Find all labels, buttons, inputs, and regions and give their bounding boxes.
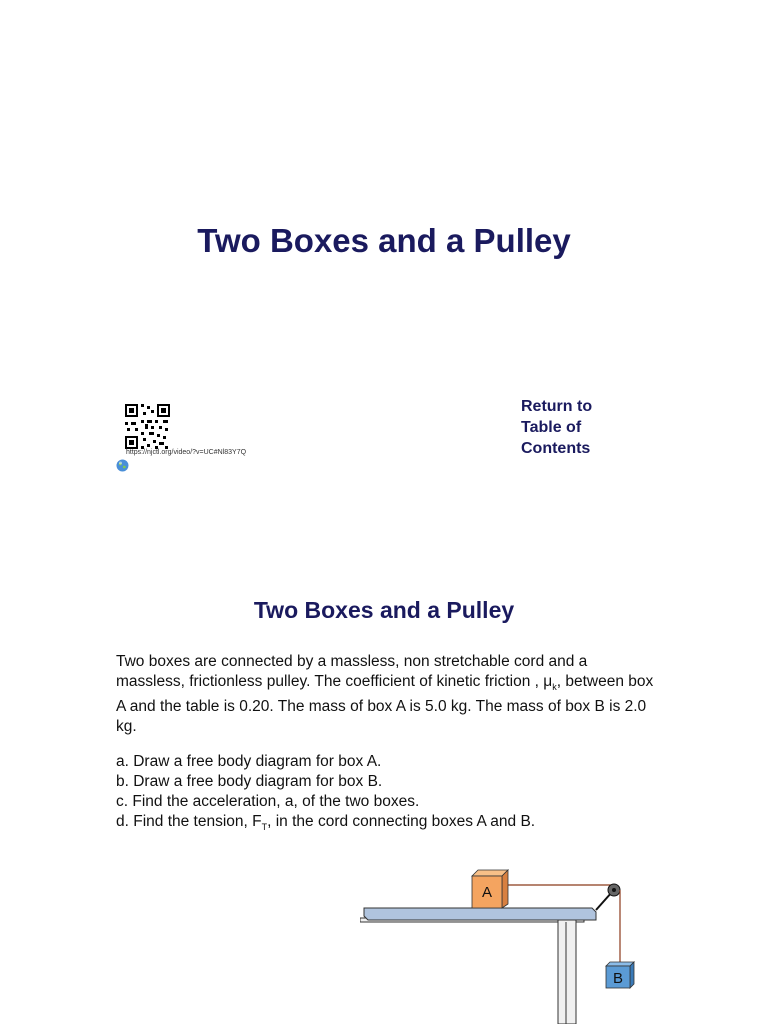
question-item: c. Find the acceleration, a, of the two boxes. <box>116 793 420 810</box>
question-d-end: , in the cord connecting boxes A and B. <box>267 813 536 830</box>
qr-video-link[interactable]: https://njctl.org/video/?v=UC#Nl83Y7Q <box>126 449 247 456</box>
section-title: Two Boxes and a Pulley <box>253 597 515 623</box>
slide-title: Two Boxes and a Pulley <box>197 222 571 259</box>
pulley-diagram <box>360 866 650 1024</box>
box-b <box>606 962 634 988</box>
question-item: a. Draw a free body diagram for box A. <box>116 753 382 770</box>
question-item <box>116 812 676 837</box>
question-item: b. Draw a free body diagram for box B. <box>116 773 383 790</box>
problem-statement <box>116 652 656 737</box>
qr-code-icon[interactable] <box>125 404 170 449</box>
box-a-label: A <box>481 884 493 901</box>
return-to-contents-link[interactable] <box>521 396 592 459</box>
question-list <box>116 752 676 837</box>
tension-subscript: T <box>261 822 268 833</box>
table-top <box>364 908 596 920</box>
box-a <box>472 870 508 908</box>
box-b-label: B <box>612 970 624 987</box>
problem-text-end: , between box A and the table is 0.20. The mass of box A is 5.0 kg. The mass of box B is 2.0 kg. <box>116 673 654 736</box>
problem-text-start: Two boxes are connected by a massless, non stretchable cord and a massless, frictionless pulley. The coefficient of kinetic friction , μ <box>116 653 588 690</box>
globe-icon <box>116 459 129 472</box>
return-link-line-3: Contents <box>521 440 591 457</box>
question-d-start: d. Find the tension, F <box>116 813 262 830</box>
return-link-line-2: Table of <box>521 419 582 436</box>
return-link-line-1: Return to <box>521 398 593 415</box>
mu-subscript: k <box>552 682 557 693</box>
table-leg-left <box>360 918 584 1024</box>
